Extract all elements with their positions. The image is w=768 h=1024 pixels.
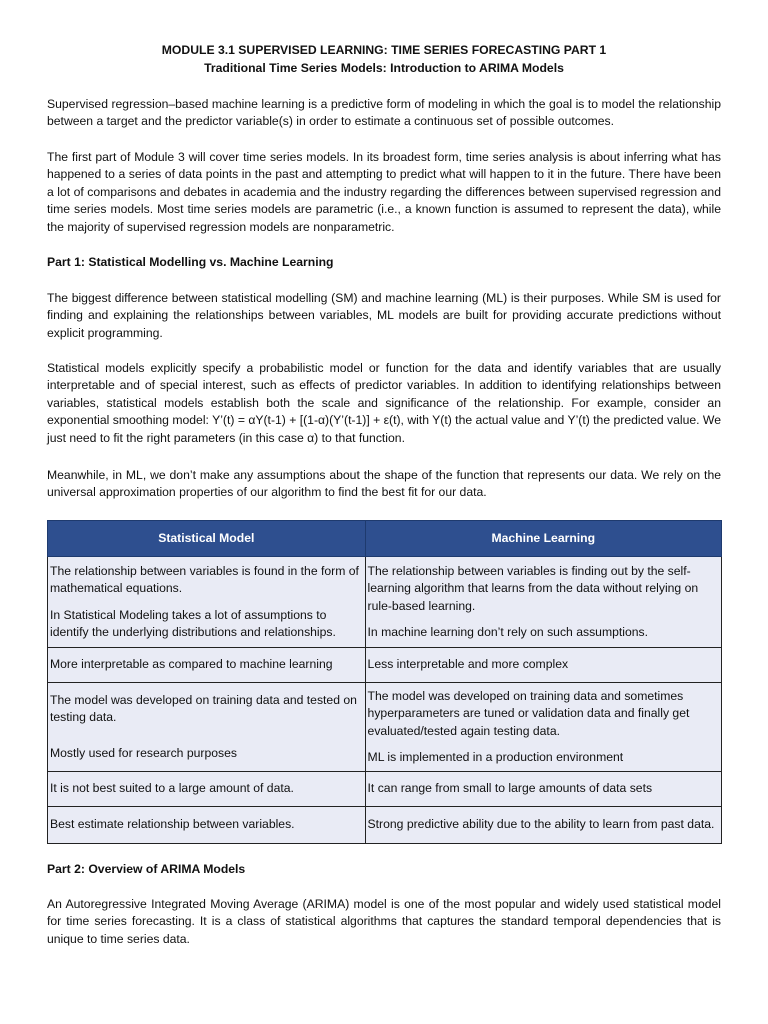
header-statistical-model: Statistical Model <box>48 521 366 557</box>
table-row <box>48 557 722 648</box>
cell-text: The model was developed on training data and tested on testing data. <box>50 692 357 725</box>
statistical-paragraph: Statistical models explicitly specify a probabilistic model or function for the data and identify variables that are usually interpretable and of special interest, such as effects of predictor variables. In addition to identifying relationships between variables, statistical models establish both the scale and significance of the relationship. For example, consider an exponential smoothing model: Y’(t) = αY(t-1) + [(1-α)(Y’(t-1)] + ε(t), with Y(t) the actual value and Y’(t) the predicted value. We just need to fit the right parameters (in this case α) to that function. <box>47 361 721 445</box>
document-subtitle: Traditional Time Series Models: Introduction to ARIMA Models <box>204 61 564 75</box>
table-cell-ml <box>365 807 721 844</box>
table-row <box>48 772 722 807</box>
table-row <box>48 807 722 844</box>
table-cell-sm <box>48 557 366 648</box>
cell-text: ML is implemented in a production environment <box>367 749 624 764</box>
cell-text: Best estimate relationship between variables. <box>50 817 295 832</box>
table-cell-ml <box>365 772 721 807</box>
table-cell-ml <box>365 648 721 683</box>
cell-text: It is not best suited to a large amount of data. <box>50 781 294 796</box>
table-row <box>48 683 722 772</box>
cell-text: Mostly used for research purposes <box>50 745 237 760</box>
header-machine-learning: Machine Learning <box>365 521 721 557</box>
cell-text: In Statistical Modeling takes a lot of assumptions to identify the underlying distributions and relationships. <box>50 607 336 639</box>
cell-text: It can range from small to large amounts of data sets <box>367 781 653 796</box>
table-cell-sm <box>48 807 366 844</box>
table-cell-sm <box>48 648 366 683</box>
module-paragraph: The first part of Module 3 will cover time series models. In its broadest form, time series analysis is about inferring what has happened to a series of data points in the past and attempting to predict what will happen to it in the future. There have been a lot of comparisons and debates in academia and the industry regarding the differences between supervised regression and time series models. Most time series models are parametric (i.e., a known function is assumed to represent the data), while the majority of supervised regression models are nonparametric. <box>47 150 721 234</box>
document-title: MODULE 3.1 SUPERVISED LEARNING: TIME SERIES FORECASTING PART 1 <box>161 43 607 57</box>
table-cell-ml <box>365 683 721 772</box>
meanwhile-paragraph: Meanwhile, in ML, we don’t make any assumptions about the shape of the function that represents our data. We rely on the universal approximation properties of our algorithm to find the best fit for our data. <box>47 468 721 500</box>
cell-text: The model was developed on training data and sometimes hyperparameters are tuned or validation data and finally get evaluated/tested again testing data. <box>367 688 690 738</box>
arima-paragraph: An Autoregressive Integrated Moving Average (ARIMA) model is one of the most popular and widely used statistical model for time series forecasting. It is a class of statistical algorithms that captures the standard temporal dependencies that is unique to time series data. <box>47 897 721 946</box>
comparison-table <box>47 520 722 844</box>
cell-text: Strong predictive ability due to the ability to learn from past data. <box>367 817 715 832</box>
cell-text: The relationship between variables is finding out by the self-learning algorithm that learns from the data without relying on rule-based learning. <box>367 563 699 613</box>
part2-heading: Part 2: Overview of ARIMA Models <box>47 862 246 876</box>
intro-paragraph: Supervised regression–based machine learning is a predictive form of modeling in which the goal is to model the relationship between a target and the predictor variable(s) in order to estimate a continuous set of possible outcomes. <box>47 97 721 129</box>
table-header-row <box>48 521 722 557</box>
cell-text: In machine learning don’t rely on such assumptions. <box>367 624 649 639</box>
table-cell-sm <box>48 772 366 807</box>
table-cell-ml <box>365 557 721 648</box>
difference-paragraph: The biggest difference between statistical modelling (SM) and machine learning (ML) is their purposes. While SM is used for finding and explaining the relationships between variables, ML models are built for providing accurate predictions without explicit programming. <box>47 291 721 340</box>
cell-text: More interpretable as compared to machine learning <box>50 657 333 672</box>
table-row <box>48 648 722 683</box>
cell-text: The relationship between variables is found in the form of mathematical equations. <box>50 563 359 596</box>
part1-heading: Part 1: Statistical Modelling vs. Machine Learning <box>47 255 334 269</box>
cell-text: Less interpretable and more complex <box>367 657 569 672</box>
table-cell-sm <box>48 683 366 772</box>
